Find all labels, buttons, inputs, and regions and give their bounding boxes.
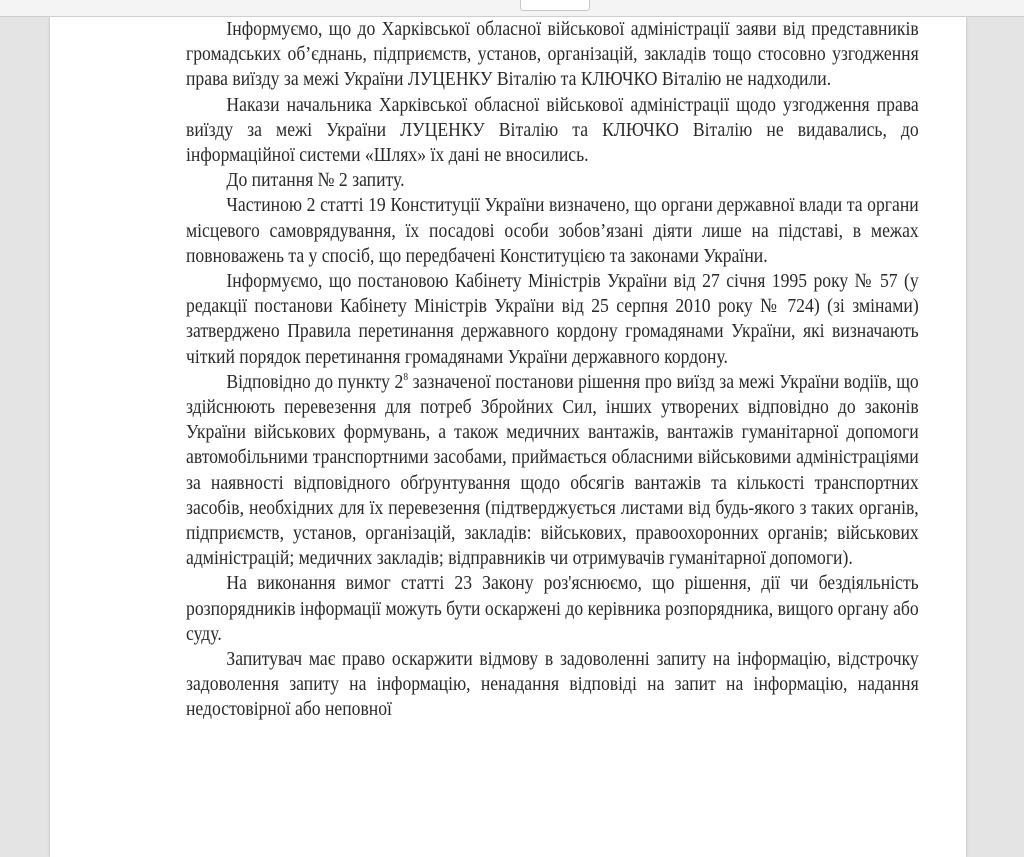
paragraph-article-23-appeal: На виконання вимог статті 23 Закону роз'яснюємо, що рішення, дії чи бездіяльність розпорядників інформації можуть бути оскаржені до керівника розпорядника, вищого органу або суду. bbox=[186, 572, 919, 645]
paragraph-cabinet-resolution: Інформуємо, що постановою Кабінету Міністрів України від 27 січня 1995 року № 57 (у редакції постанови Кабінету Міністрів України від 25 серпня 2010 року № 724) (зі змінами) затверджено Правила перетинання державного кордону громадянами України, які визначають чіткий порядок перетинання громадянами України державного кордону. bbox=[186, 270, 919, 368]
paragraph-question-2-heading: До питання № 2 запиту. bbox=[226, 169, 405, 192]
viewer-toolbar bbox=[0, 0, 1024, 17]
document-page bbox=[50, 17, 966, 857]
paragraph-no-applications: Інформуємо, що до Харківської обласної військової адміністрації заяви від представників громадських об’єднань, підприємств, установ, організацій, закладів тощо стосовно узгодження права виїзду за межі України ЛУЦЕНКУ Віталію та КЛЮЧКО Віталію не надходили. bbox=[186, 18, 919, 91]
clause-text-after: зазначеної постанови рішення про виїзд за межі України водіїв, що здійснюють перевезення для потреб Збройних Сил, інших утворених відповідно до законів України військових формувань, а також медичних вантажів, вантажів гуманітарної допомоги автомобільними транспортними засобами, приймається обласними військовими адміністраціями за наявності відповідного обґрунтування щодо обсягів вантажів та кількості транспортних засобів, необхідних для їх перевезення (підтверджується листами від будь-якого з таких органів, підприємств, установ, організацій, закладів: військових, правоохоронних органів; військових адміністрацій; медичних закладів; відправників чи отримувачів гуманітарної допомоги). bbox=[186, 370, 919, 570]
clause-superscript: 8 bbox=[403, 371, 409, 384]
paragraph-requester-rights: Запитувач має право оскаржити відмову в задоволенні запиту на інформацію, відстрочку задоволення запиту на інформацію, ненадання відповіді на запит на інформацію, надання недостовірної або неповної bbox=[186, 648, 919, 721]
page-number-box[interactable] bbox=[520, 0, 590, 11]
paragraph-orders-not-issued: Накази начальника Харківської обласної військової адміністрації щодо узгодження права виїзду за межі України ЛУЦЕНКУ Віталію та КЛЮЧКО Віталію не видавались, до інформаційної системи «Шлях» їх дані не вносились. bbox=[186, 93, 919, 167]
paragraph-constitution-article-19: Частиною 2 статті 19 Конституції України визначено, що органи державної влади та органи місцевого самоврядування, їх посадові особи зобов’язані діяти лише на підставі, в межах повноважень та у спосіб, що передбачені Конституцією та законами України. bbox=[186, 194, 919, 267]
clause-text-before: Відповідно до пункту 2 bbox=[226, 370, 404, 393]
document-body bbox=[186, 17, 919, 723]
paragraph-clause-2-8 bbox=[186, 370, 919, 572]
